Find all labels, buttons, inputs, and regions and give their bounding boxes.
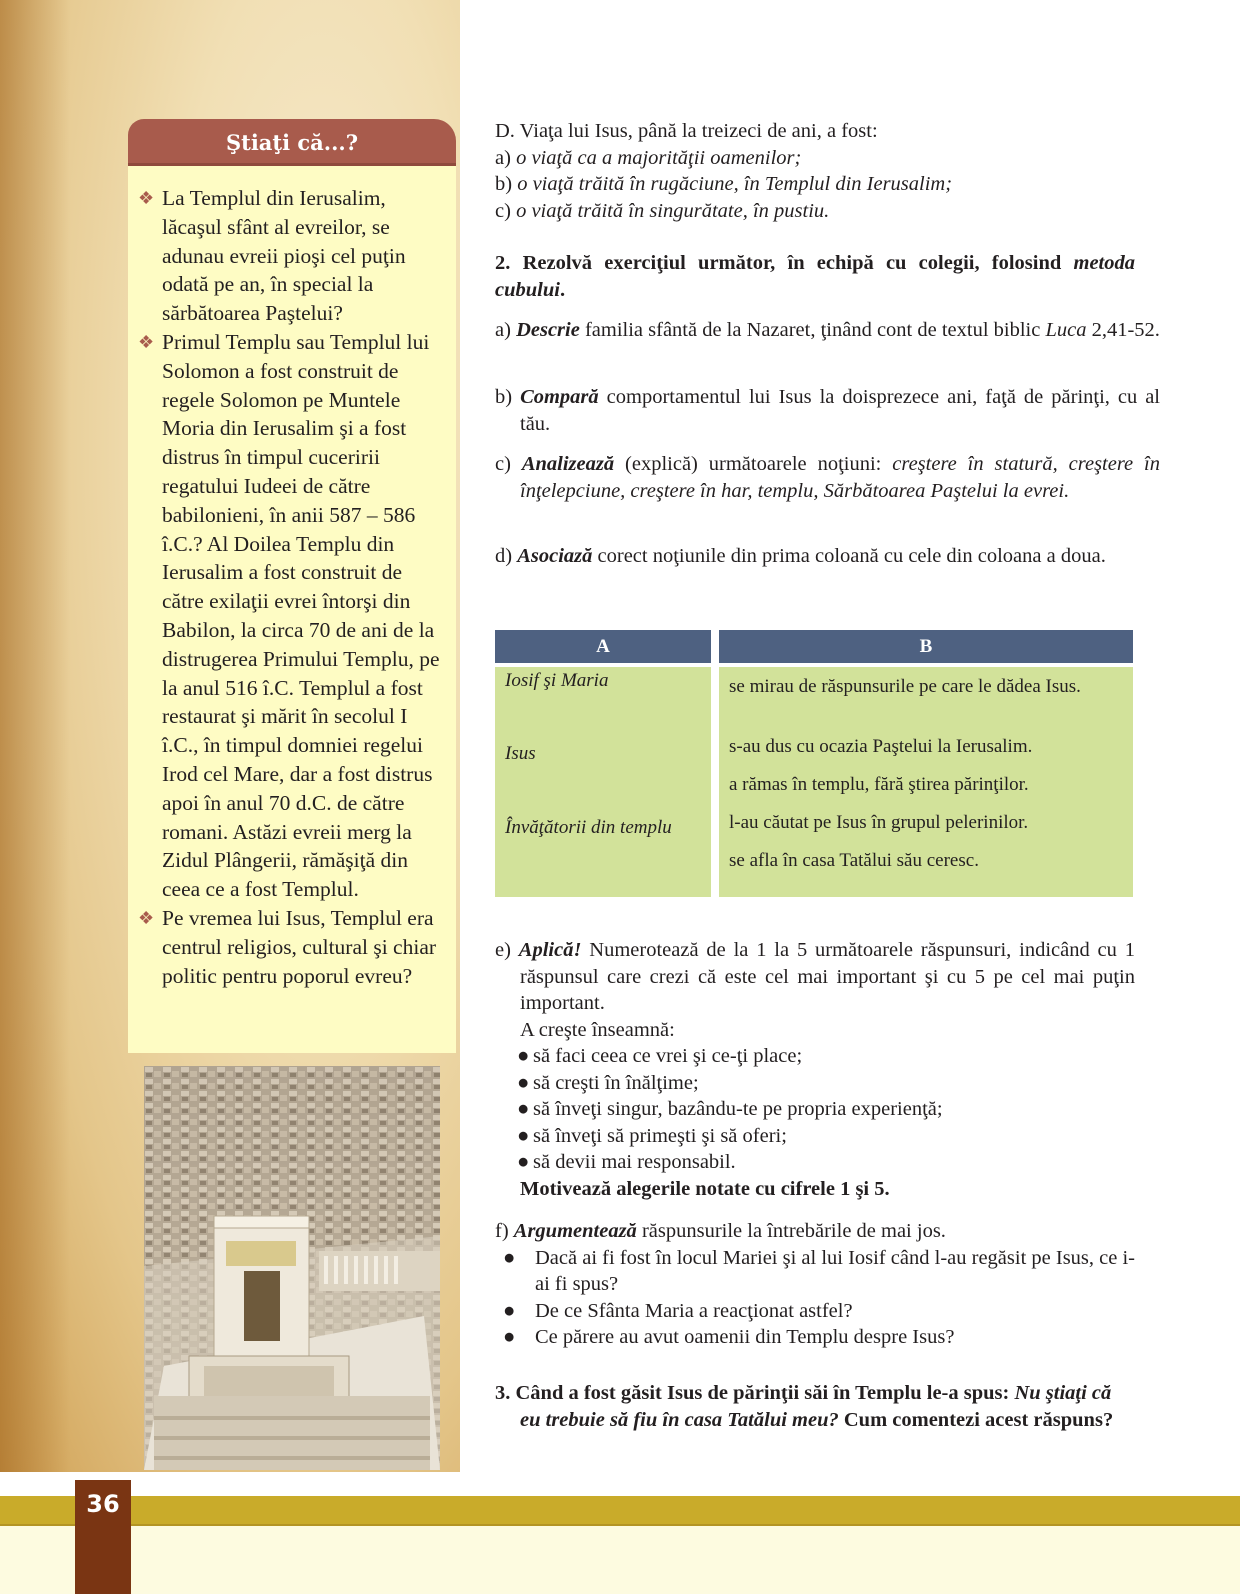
exercise-2e-closing: Motivează alegerile notate cu cifrele 1 şi 5.	[520, 1177, 890, 1200]
list-item: ● să devii mai responsabil.	[517, 1149, 1135, 1176]
bullet-icon: ●	[503, 1326, 516, 1348]
footer-stripe	[0, 1496, 1240, 1524]
table-column-a	[495, 667, 711, 897]
list-item: ● să înveţi să primeşti şi să oferi;	[517, 1123, 1135, 1150]
list-item: ● să creşti în înălţime;	[517, 1070, 1135, 1097]
exercise-2-heading: 2. Rezolvă exerciţiul următor, în echipă cu colegii, folosind metoda cubului.	[495, 252, 1135, 301]
bullet-icon: ●	[503, 1246, 516, 1269]
option-b: b) o viaţă trăită în rugăciune, în Templul din Ierusalim;	[495, 173, 953, 195]
option-a: a) o viaţă ca a majorităţii oamenilor;	[495, 146, 802, 169]
info-box-header	[128, 119, 456, 166]
list-item: ● să înveţi singur, bazându-te pe propria experienţă;	[517, 1096, 1135, 1123]
info-box-title: Ştiaţi că...?	[225, 130, 359, 155]
info-box	[128, 166, 456, 1053]
exercise-3: 3. Când a fost găsit Isus de părinţii săi în Templu le-a spus: Nu ştiaţi că eu trebuie să fiu în casa Tatălui meu? Cum comentezi acest răspuns?	[495, 1382, 1114, 1431]
exercise-2c: c) Analizează (explică) următoarele noţiuni: creştere în statură, creştere în înţelepciune, creştere în har, templu, Sărbătoarea Paştelui la evrei.	[495, 453, 1161, 502]
exercise-2f: f) Argumentează răspunsurile la întrebările de mai jos. ● Dacă ai fi fost în locul Mariei şi al lui Iosif când l-au regăsit pe Isus, ce i-ai fi spus? ● De ce Sfânta Maria a reacţionat astfel? ● Ce părere au avut oamenii din Templu despre Isus?	[495, 1218, 1135, 1351]
list-item: ● Ce părere au avut oamenii din Templu despre Isus?	[495, 1324, 1135, 1351]
bullet-icon: ●	[517, 1071, 530, 1094]
list-item: ● De ce Sfânta Maria a reacţionat astfel?	[495, 1298, 1135, 1325]
exercise-2e-intro: A creşte înseamnă:	[520, 1018, 675, 1041]
exercise-2b: b) Compară comportamentul lui Isus la doisprezece ani, faţă de părinţi, cu al tău.	[495, 386, 1160, 435]
diamond-bullet-icon: ❖	[138, 331, 155, 352]
column-b-item: l-au căutat pe Isus în grupul pelerinilor.	[729, 812, 1029, 833]
column-b-item: s-au dus cu ocazia Paştelui la Ierusalim.	[729, 736, 1033, 757]
bullet-icon: ●	[517, 1124, 530, 1147]
table-column-b	[719, 667, 1133, 897]
exercise-2d: d) Asociază corect noţiunile din prima coloană cu cele din coloana a doua.	[495, 545, 1106, 567]
exercise-2e-list	[495, 1043, 1135, 1176]
bullet-icon: ●	[503, 1299, 516, 1322]
bullet-icon: ●	[517, 1045, 530, 1067]
diamond-bullet-icon: ❖	[138, 188, 155, 208]
page-number: 36	[86, 1490, 120, 1518]
table-header-a: A	[495, 630, 711, 663]
exercise-2a: a) Descrie familia sfântă de la Nazaret, ţinând cont de textul biblic Luca 2,41-52.	[495, 319, 1160, 341]
footer-divider	[0, 1524, 1240, 1526]
column-a-item: Isus	[505, 743, 536, 764]
bullet-icon: ●	[517, 1151, 530, 1173]
column-b-item: se afla în casa Tatălui său ceresc.	[729, 850, 979, 871]
column-b-item: a rămas în templu, fără ştirea părinţilor.	[729, 774, 1029, 795]
list-item: ● să faci ceea ce vrei şi ce-ţi place;	[517, 1043, 1135, 1070]
question-d-stem: D. Viaţa lui Isus, până la treizeci de ani, a fost:	[495, 120, 878, 142]
footer-band	[0, 1524, 1240, 1594]
column-a-item: Învăţătorii din templu	[505, 817, 672, 838]
info-item: ❖ Pe vremea lui Isus, Templul era centrul religios, cultural şi chiar politic pentru poporul evreu?	[138, 905, 437, 988]
question-d	[495, 118, 1135, 224]
column-b-item: se mirau de răspunsurile pe care le dădea Isus.	[729, 676, 1081, 697]
table-header-b: B	[719, 630, 1133, 663]
option-c: c) o viaţă trăită în singurătate, în pustiu.	[495, 199, 830, 222]
diamond-bullet-icon: ❖	[138, 907, 155, 928]
info-item: ❖ La Templul din Ierusalim, lăcaşul sfânt al evreilor, se adunau evreii pioşi cel puţin odată pe an, în special la sărbătoarea Paştelui?	[138, 186, 406, 326]
temple-model-photo	[144, 1066, 440, 1470]
info-item: ❖ Primul Templu sau Templul lui Solomon a fost construit de regele Solomon pe Muntele Moria din Ierusalim şi a fost distrus în timpul cuceririi regatului Iudeei de către babilonieni, în anii 587 – 586 î.C.? Al Doilea Templu din Ierusalim a fost construit de către exilaţii evrei întorşi din Babilon, la circa 70 de ani de la distrugerea Primului Templu, pe la anul 516 î.C. Templul a fost restaurat şi mărit în secolul I î.C., în timpul domniei regelui Irod cel Mare, dar a fost distrus apoi în anul 70 d.C. de către romani. Astăzi evreii merg la Zidul Plângerii, rămăşiţă din ceea ce a fost Templul.	[138, 329, 440, 902]
bullet-icon: ●	[517, 1098, 530, 1120]
exercise-2e: e) Aplică! Numerotează de la 1 la 5 următoarele răspunsuri, indicând cu 1 răspunsul care crezi că este cel mai important şi cu 5 pe cel mai puţin important. A creşte înseamnă: ● să faci ceea ce vrei şi ce-ţi place; ● să creşti în înălţime; ● să înveţi singur, bazându-te pe propria experienţă; ● să înveţi să primeşti şi să oferi; ● să devii mai responsabil. Motivează alegerile notate cu cifrele 1 şi 5.	[495, 937, 1135, 1202]
column-a-item: Iosif şi Maria	[505, 670, 609, 691]
list-item: ● Dacă ai fi fost în locul Mariei şi al lui Iosif când l-au regăsit pe Isus, ce i-ai fi spus?	[503, 1246, 1135, 1295]
